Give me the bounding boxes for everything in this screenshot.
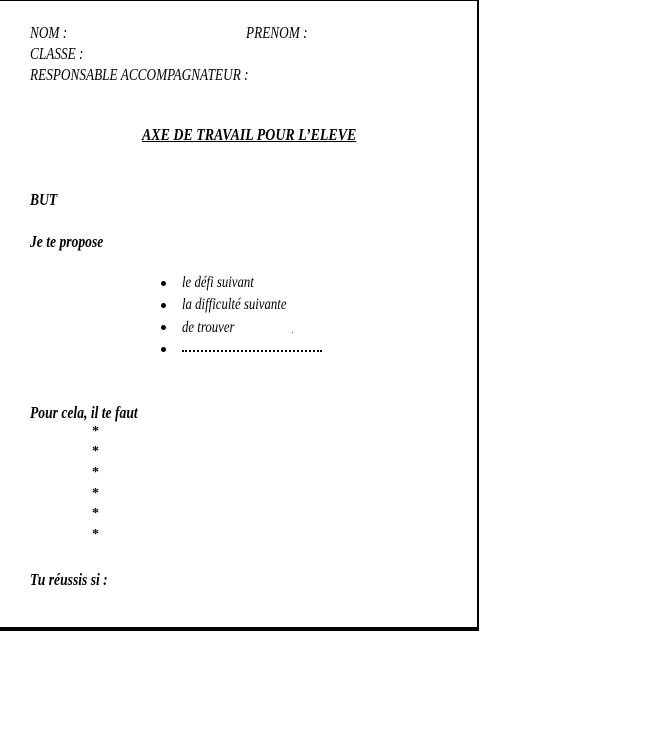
section-pour-cela: Pour cela, il te faut xyxy=(30,403,138,422)
scan-speck xyxy=(292,332,293,333)
bullet-icon xyxy=(161,303,166,308)
proposal-item: le défi suivant xyxy=(182,274,254,291)
bullet-icon xyxy=(161,281,166,286)
asterisk-icon: * xyxy=(92,465,99,480)
bullet-icon xyxy=(161,347,166,352)
section-but: BUT xyxy=(30,190,58,209)
section-je-te-propose: Je te propose xyxy=(30,232,104,251)
asterisk-icon: * xyxy=(92,424,99,439)
document-title: AXE DE TRAVAIL POUR L’ELEVE xyxy=(142,125,357,144)
asterisk-icon: * xyxy=(92,486,99,501)
prenom-label: PRENOM : xyxy=(246,23,308,42)
proposal-item: de trouver xyxy=(182,319,235,336)
classe-label: CLASSE : xyxy=(30,44,84,63)
bullet-icon xyxy=(161,325,166,330)
asterisk-icon: * xyxy=(92,527,99,542)
fill-in-dotted-line xyxy=(182,350,322,352)
asterisk-icon: * xyxy=(92,444,99,459)
responsable-label: RESPONSABLE ACCOMPAGNATEUR : xyxy=(30,65,249,84)
proposal-item: la difficulté suivante xyxy=(182,296,287,313)
section-tu-reussis: Tu réussis si : xyxy=(30,570,108,589)
asterisk-icon: * xyxy=(92,506,99,521)
nom-label: NOM : xyxy=(30,23,68,42)
